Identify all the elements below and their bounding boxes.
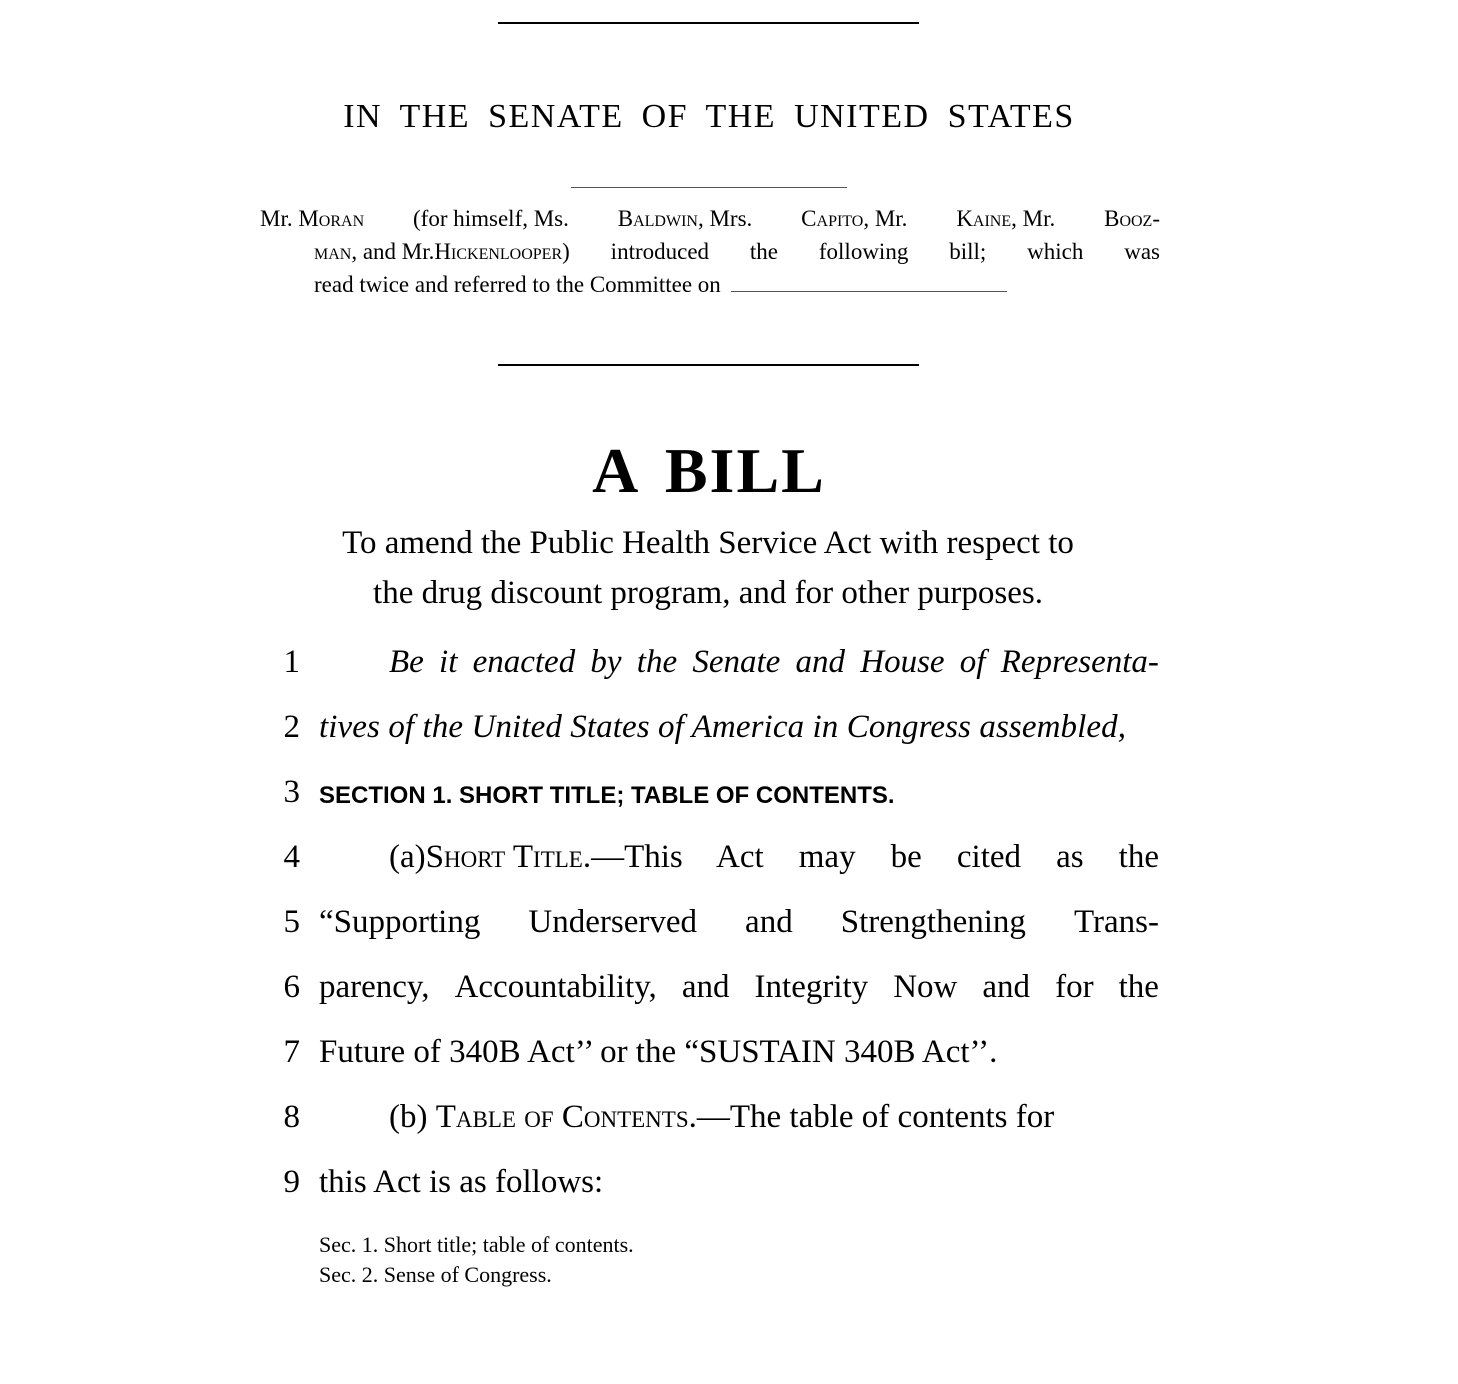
line-word: House xyxy=(860,644,945,680)
line-text-rest: .—The table of contents for xyxy=(688,1099,1055,1135)
sponsor-boozman: Booz- xyxy=(1104,206,1160,231)
sponsor-line-3 xyxy=(260,268,1160,301)
sponsor-hickenlooper: Hickenlooper xyxy=(434,239,563,264)
line-word: Trans- xyxy=(1073,904,1159,940)
subsection-heading: Short Title xyxy=(425,839,583,875)
subsection-heading: Table of Contents xyxy=(435,1099,689,1135)
line-word: enacted xyxy=(472,644,576,680)
line-text xyxy=(389,644,1159,681)
line-word: the xyxy=(1118,969,1159,1005)
committee-blank xyxy=(731,269,1007,292)
line-word: Representa- xyxy=(1000,644,1159,680)
line-text xyxy=(319,904,1159,941)
line-text: this Act is as follows: xyxy=(319,1164,604,1200)
sponsor-text: , Mrs. xyxy=(697,206,753,231)
line-word: the xyxy=(636,644,678,680)
sponsor-text: , Mr. xyxy=(863,206,908,231)
bill-line xyxy=(0,630,1458,695)
sponsor-text: (for himself, Ms. xyxy=(413,206,569,231)
sponsor-line-1 xyxy=(260,202,1160,235)
bill-line xyxy=(0,760,1458,825)
line-word: for xyxy=(1055,969,1094,1005)
sponsor-text: Mr. xyxy=(260,206,293,231)
sponsor-kaine: Kaine xyxy=(956,206,1012,231)
line-word: Accountability, xyxy=(454,969,657,1005)
line-word: and xyxy=(681,969,730,1005)
sponsor-text: read twice and referred to the Committee on xyxy=(314,272,721,297)
sponsor-text: , and Mr. xyxy=(351,239,435,264)
line-number: 1 xyxy=(283,644,300,680)
sponsor-text: ) introduced the following bill; which was xyxy=(562,239,1160,264)
sponsor-baldwin: Baldwin xyxy=(617,206,698,231)
line-word: and xyxy=(795,644,846,680)
line-number: 6 xyxy=(283,969,300,1005)
toc-entry: Sec. 2. Sense of Congress. xyxy=(319,1262,552,1287)
line-number: 8 xyxy=(283,1099,300,1135)
line-number: 4 xyxy=(283,839,300,875)
line-number: 5 xyxy=(283,904,300,940)
section-heading: SECTION 1. SHORT TITLE; TABLE OF CONTENTS. xyxy=(319,782,895,809)
bill-line xyxy=(0,1150,1458,1215)
line-word: and xyxy=(745,904,793,940)
line-number: 3 xyxy=(283,774,300,810)
line-word: it xyxy=(439,644,458,680)
bill-line xyxy=(0,955,1458,1020)
line-text: tives of the United States of America in Congress assembled, xyxy=(319,709,1127,745)
sponsor-capito: Capito xyxy=(801,206,864,231)
line-text-rest: .—This Act may be cited as the xyxy=(582,839,1159,875)
purpose-line-2: the drug discount program, and for other purposes. xyxy=(373,575,1043,611)
bill-line xyxy=(0,1020,1458,1085)
subsection-marker: (a) xyxy=(389,839,426,875)
bill-line xyxy=(0,890,1458,955)
sponsor-line-2 xyxy=(260,235,1160,268)
line-text xyxy=(319,969,1159,1006)
sponsor-boozman-cont: man xyxy=(314,239,352,264)
line-word: “Supporting xyxy=(319,904,481,940)
sponsor-text: , Mr. xyxy=(1011,206,1056,231)
line-text xyxy=(389,1099,1159,1136)
line-word: Be xyxy=(389,644,424,680)
line-word: Senate xyxy=(692,644,781,680)
line-number: 9 xyxy=(283,1164,300,1200)
chamber-heading: IN THE SENATE OF THE UNITED STATES xyxy=(343,98,1075,135)
line-number: 7 xyxy=(283,1034,300,1070)
line-text: Future of 340B Act’’ or the “SUSTAIN 340B Act’’. xyxy=(319,1034,998,1070)
line-word: by xyxy=(590,644,622,680)
top-rule xyxy=(498,22,919,24)
short-divider xyxy=(571,187,847,188)
table-of-contents xyxy=(319,1230,634,1290)
subsection-marker: (b) xyxy=(389,1099,428,1135)
bill-line xyxy=(0,695,1458,760)
line-word: Now xyxy=(893,969,958,1005)
line-word: Strengthening xyxy=(840,904,1026,940)
sponsor-block xyxy=(260,202,1160,301)
line-text xyxy=(389,839,1159,876)
bill-heading: A BILL xyxy=(592,435,826,506)
bill-purpose xyxy=(280,518,1136,618)
line-word: Integrity xyxy=(754,969,869,1005)
bill-line xyxy=(0,1085,1458,1150)
bill-line xyxy=(0,825,1458,890)
line-number: 2 xyxy=(283,709,300,745)
toc-entry: Sec. 1. Short title; table of contents. xyxy=(319,1232,634,1257)
line-word: and xyxy=(982,969,1031,1005)
purpose-line-1: To amend the Public Health Service Act with respect to xyxy=(342,525,1074,561)
line-word: of xyxy=(959,644,986,680)
line-word: Underserved xyxy=(528,904,697,940)
sponsor-moran: Moran xyxy=(298,206,365,231)
mid-rule xyxy=(498,364,919,366)
line-word: parency, xyxy=(319,969,430,1005)
